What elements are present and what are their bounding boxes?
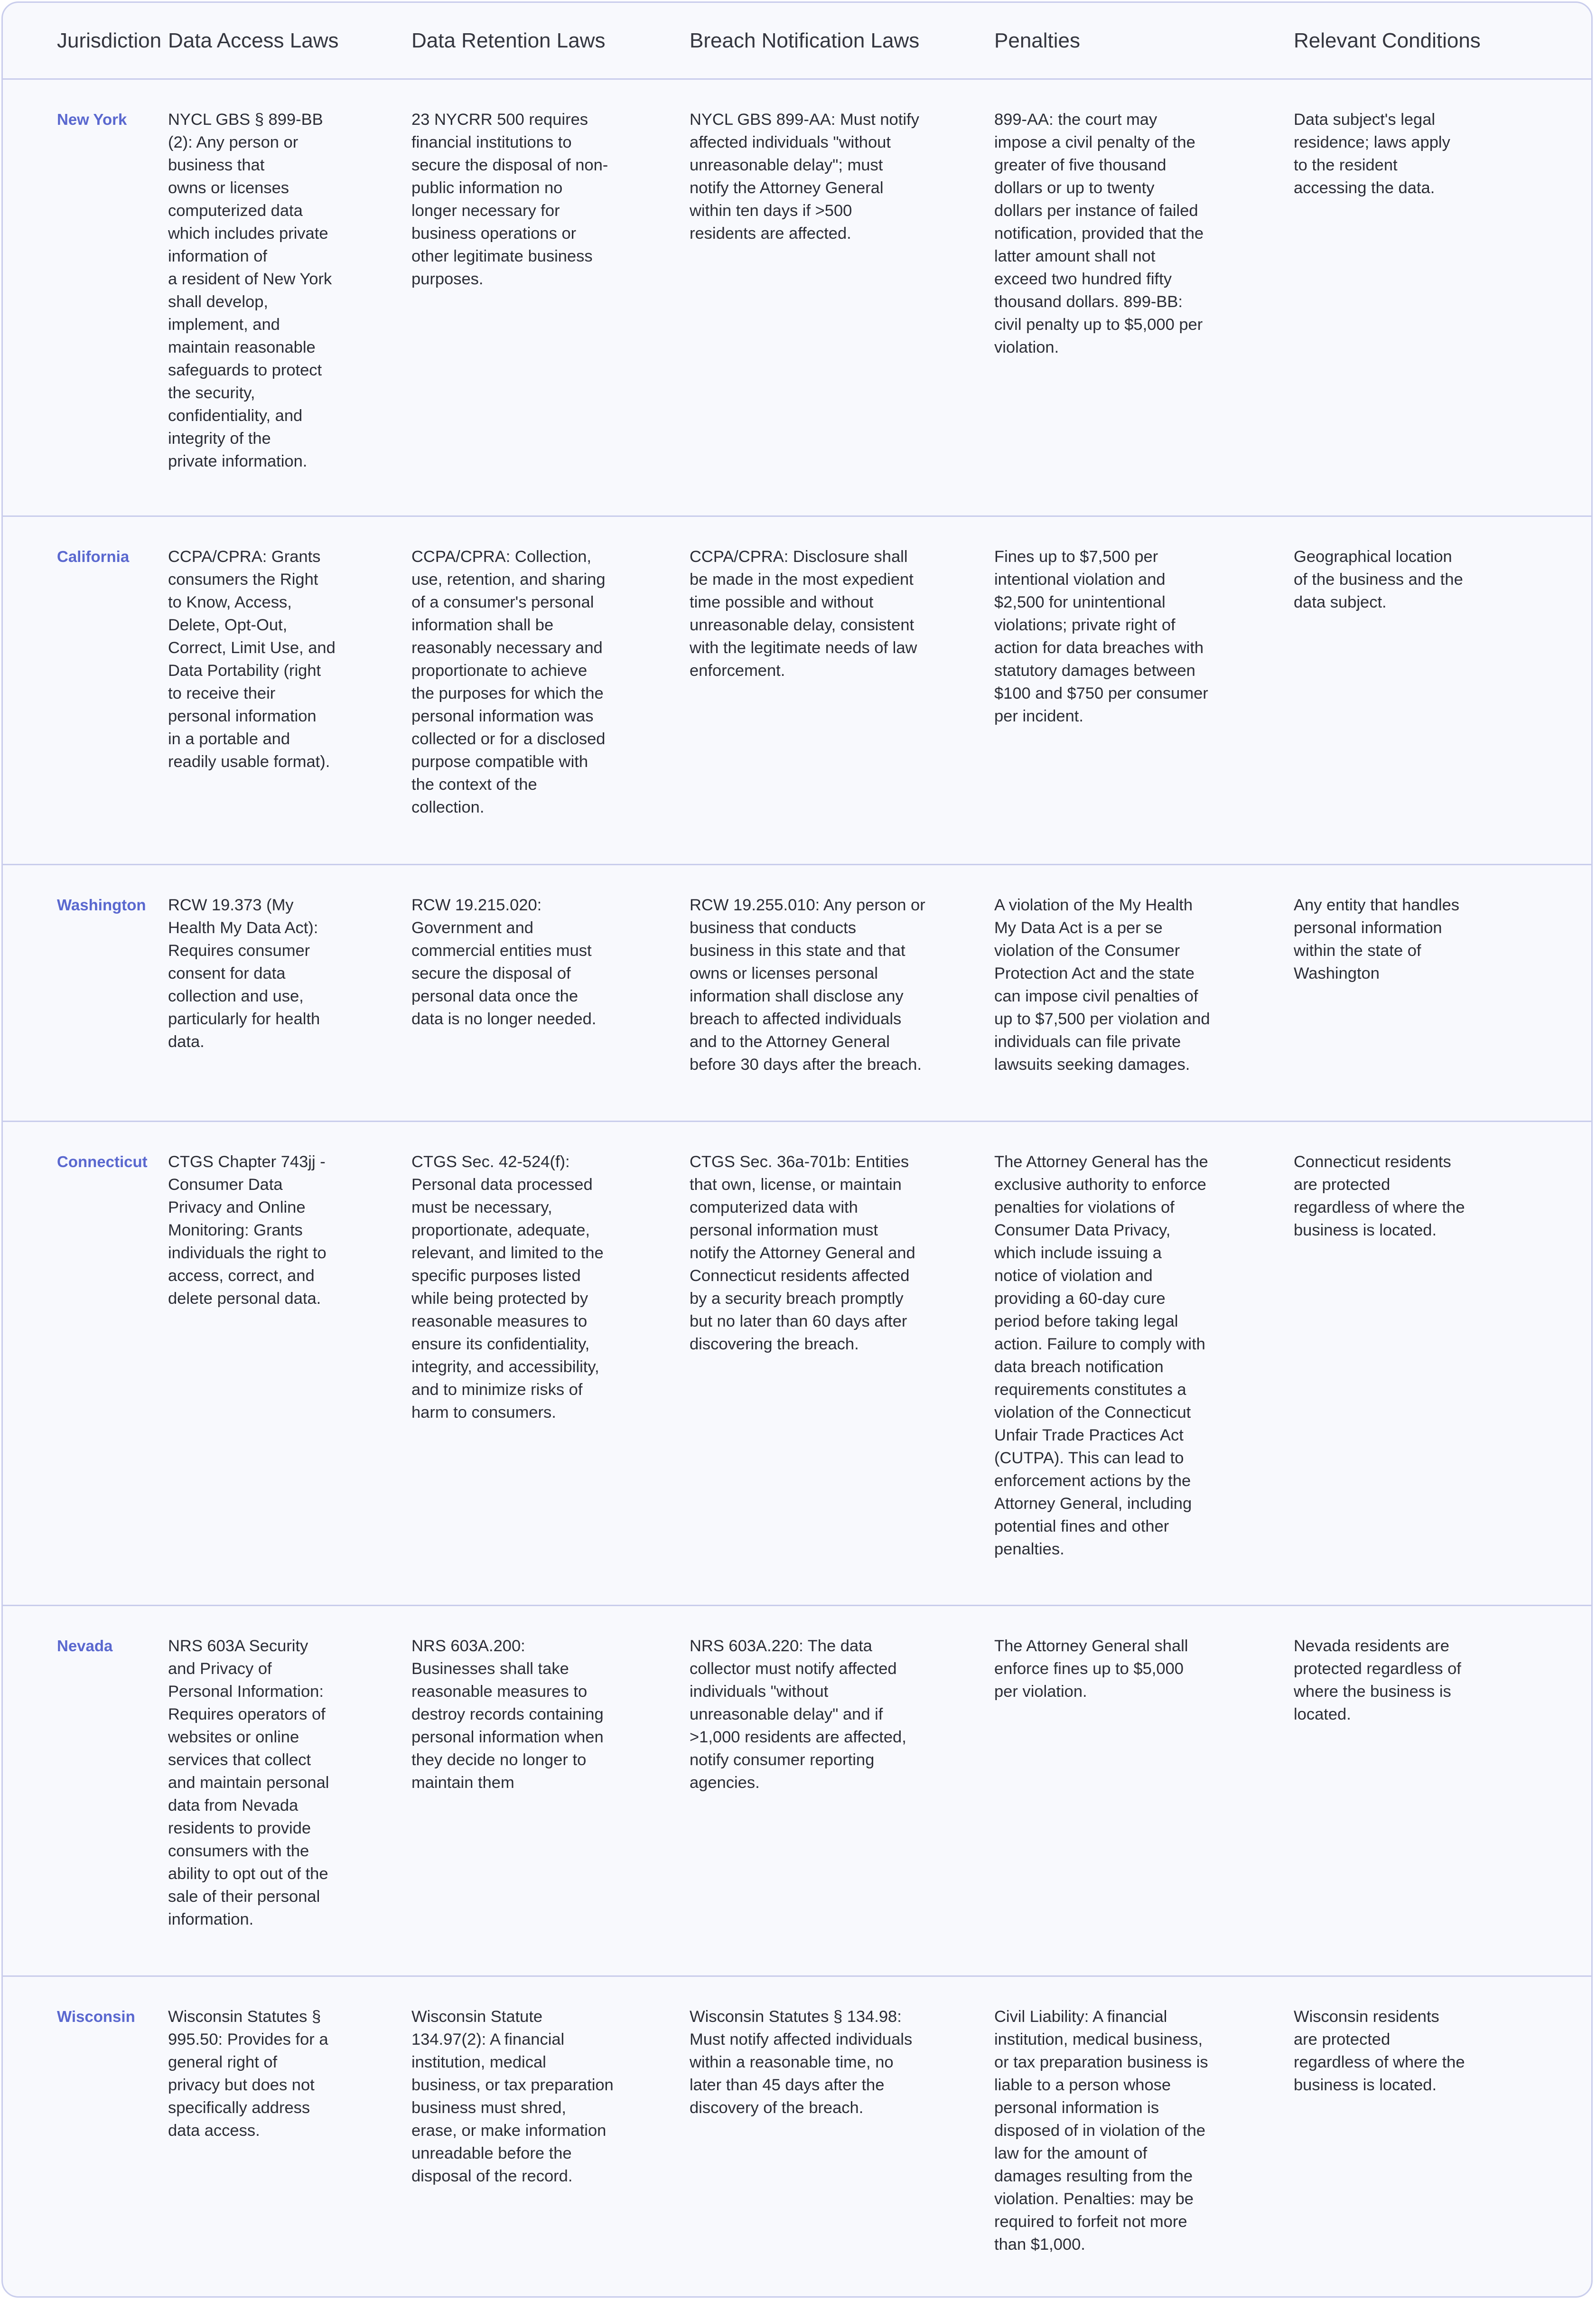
jurisdiction-cell: Connecticut (3, 1122, 168, 1606)
penalties-cell: The Attorney General has the exclusive authority to enforce penalties for violations of Consumer Data Privacy, which include issuing a notice of violation and providing a 60-day cure period before taking legal action. Failure to comply with data breach notification requirements constitutes a violation of the Connecticut Unfair Trade Practices Act (CUTPA). This can lead to enforcement actions by the Attorney General, including potential fines and other penalties. (994, 1122, 1294, 1606)
laws-table-card (1, 1, 1593, 2298)
header-row (3, 3, 1591, 79)
data-retention-cell: NRS 603A.200: Businesses shall take reasonable measures to destroy records containing personal information when they decide no longer to maintain them (411, 1606, 690, 1976)
relevant-conditions-cell: Geographical location of the business and the data subject. (1294, 516, 1591, 865)
header-breach-notification-laws: Breach Notification Laws (690, 3, 994, 79)
data-retention-cell: Wisconsin Statute 134.97(2): A financial institution, medical business, or tax preparation business must shred, erase, or make information unreadable before the disposal of the record. (411, 2008, 614, 2185)
data-access-cell: CCPA/CPRA: Grants consumers the Right to Know, Access, Delete, Opt-Out, Correct, Limit Use, and Data Portability (right to receive their personal information in a portable and readily usable format). (168, 516, 411, 865)
breach-notification-cell: NRS 603A.220: The data collector must notify affected individuals "without unreasonable delay" and if >1,000 residents are affected, notify consumer reporting agencies. (690, 1606, 994, 1976)
data-access-cell: CTGS Chapter 743jj - Consumer Data Privacy and Online Monitoring: Grants individuals the right to access, correct, and delete personal data. (168, 1122, 411, 1606)
laws-comparison-table (3, 3, 1591, 2298)
penalties-cell: A violation of the My Health My Data Act is a per se violation of the Consumer Protection Act and the state can impose civil penalties of up to $7,500 per violation and individuals can file private lawsuits seeking damages. (994, 865, 1294, 1122)
breach-notification-cell: RCW 19.255.010: Any person or business that conducts business in this state and that owns or licenses personal information shall disclose any breach to affected individuals and to the Attorney General before 30 days after the breach. (690, 865, 994, 1122)
data-access-cell: RCW 19.373 (My Health My Data Act): Requires consumer consent for data collection and use, particularly for health data. (168, 865, 411, 1122)
data-access-cell: NYCL GBS § 899-BB (2): Any person or business that owns or licenses computerized data which includes private information of a resident of New York shall develop, implement, and maintain reasonable safeguards to protect the security, confidentiality, and integrity of the private information. (168, 79, 411, 516)
breach-notification-cell: Wisconsin Statutes § 134.98: Must notify affected individuals within a reasonable time, no later than 45 days after the discovery of the breach. (690, 2008, 913, 2117)
data-retention-cell: CCPA/CPRA: Collection, use, retention, and sharing of a consumer's personal information shall be reasonably necessary and proportionate to achieve the purposes for which the personal information was collected or for a disclosed purpose compatible with the context of the collection. (411, 516, 690, 865)
table-row (3, 79, 1591, 516)
jurisdiction-cell: Nevada (3, 1606, 168, 1976)
relevant-conditions-cell: Wisconsin residents are protected regardless of where the business is located. (1294, 2008, 1465, 2094)
relevant-conditions-cell: Data subject's legal residence; laws apply to the resident accessing the data. (1294, 79, 1591, 516)
penalties-cell: 899-AA: the court may impose a civil penalty of the greater of five thousand dollars or up to twenty dollars per instance of failed notification, provided that the latter amount shall not exceed two hundred fifty thousand dollars. 899-BB: civil penalty up to $5,000 per violation. (994, 79, 1294, 516)
jurisdiction-cell: California (3, 516, 168, 865)
data-retention-cell: CTGS Sec. 42-524(f): Personal data processed must be necessary, proportionate, adequate, relevant, and limited to the specific purposes listed while being protected by reasonable measures to ensure its confidentiality, integrity, and accessibility, and to minimize risks of harm to consumers. (411, 1122, 690, 1606)
data-retention-cell: 23 NYCRR 500 requires financial institutions to secure the disposal of non- public information no longer necessary for business operations or other legitimate business purposes. (411, 79, 690, 516)
header-data-access-laws: Data Access Laws (168, 3, 411, 79)
jurisdiction-cell: New York (3, 79, 168, 516)
header-relevant-conditions: Relevant Conditions (1294, 3, 1591, 79)
table-header (3, 3, 1591, 79)
breach-notification-cell: NYCL GBS 899-AA: Must notify affected individuals "without unreasonable delay"; must notify the Attorney General within ten days if >500 residents are affected. (690, 79, 994, 516)
data-access-cell: Wisconsin Statutes § 995.50: Provides for a general right of privacy but does not specifically address data access. (168, 2008, 328, 2140)
table-row (3, 516, 1591, 865)
header-jurisdiction: Jurisdiction (3, 3, 168, 79)
data-access-cell: NRS 603A Security and Privacy of Personal Information: Requires operators of websites or online services that collect and maintain personal data from Nevada residents to provide consumers with the ability to opt out of the sale of their personal information. (168, 1606, 411, 1976)
table-row (3, 1976, 1591, 2298)
data-retention-cell: RCW 19.215.020: Government and commercial entities must secure the disposal of personal data once the data is no longer needed. (411, 865, 690, 1122)
table-row (3, 1606, 1591, 1976)
table-row (3, 865, 1591, 1122)
breach-notification-cell: CCPA/CPRA: Disclosure shall be made in the most expedient time possible and without unreasonable delay, consistent with the legitimate needs of law enforcement. (690, 516, 994, 865)
breach-notification-cell: CTGS Sec. 36a-701b: Entities that own, license, or maintain computerized data with personal information must notify the Attorney General and Connecticut residents affected by a security breach promptly but no later than 60 days after discovering the breach. (690, 1122, 994, 1606)
header-penalties: Penalties (994, 3, 1294, 79)
penalties-cell: Civil Liability: A financial institution, medical business, or tax preparation business is liable to a person whose personal information is disposed of in violation of the law for the amount of damages resulting from the violation. Penalties: may be required to forfeit not more than $1,000. (994, 2008, 1208, 2254)
jurisdiction-cell: Washington (3, 865, 168, 1122)
relevant-conditions-cell: Any entity that handles personal information within the state of Washington (1294, 865, 1591, 1122)
relevant-conditions-cell: Nevada residents are protected regardless of where the business is located. (1294, 1606, 1591, 1976)
table-row (3, 1122, 1591, 1606)
penalties-cell: Fines up to $7,500 per intentional violation and $2,500 for unintentional violations; private right of action for data breaches with statutory damages between $100 and $750 per consumer per incident. (994, 516, 1294, 865)
table-body (3, 79, 1591, 2298)
relevant-conditions-cell: Connecticut residents are protected regardless of where the business is located. (1294, 1122, 1591, 1606)
header-data-retention-laws: Data Retention Laws (411, 3, 690, 79)
jurisdiction-cell: Wisconsin (57, 2008, 135, 2025)
penalties-cell: The Attorney General shall enforce fines up to $5,000 per violation. (994, 1606, 1294, 1976)
